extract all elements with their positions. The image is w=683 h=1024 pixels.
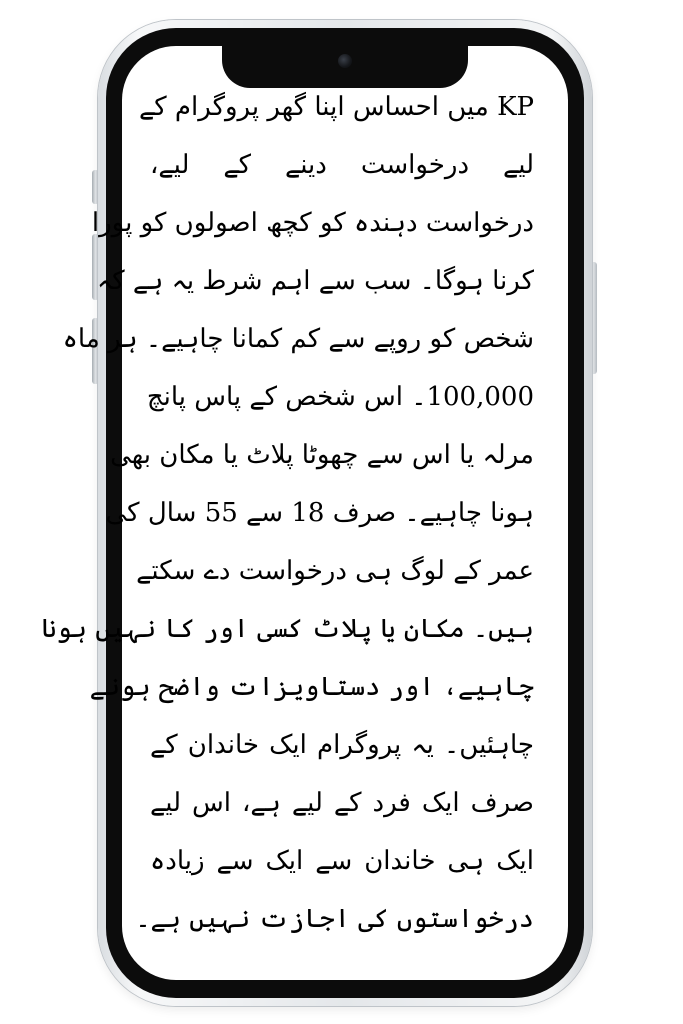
article-line: ایک ہی خاندان سے ایک سے زیادہ: [150, 846, 534, 876]
article-line: 100,000۔ اس شخص کے پاس پانچ: [146, 382, 534, 412]
article-line: مرلہ یا اس سے چھوٹا پلاٹ یا مکان بھی: [110, 440, 534, 470]
article-line: صرف ایک فرد کے لیے ہے، اس لیے: [150, 788, 534, 818]
article-line: درخواست دہندہ کو کچھ اصولوں کو پورا: [91, 208, 534, 238]
article-line: درخواستوں کی اجازت نہیں ہے۔: [135, 904, 534, 934]
article-line: ہونا چاہیے۔ صرف 18 سے 55 سال کی: [105, 498, 534, 528]
article-line: شخص کو روپے سے کم کمانا چاہیے۔ ہر ماہ: [62, 324, 534, 354]
camera-icon: [338, 54, 352, 68]
article-text: [41, 78, 534, 948]
article-line: عمر کے لوگ ہی درخواست دے سکتے: [136, 556, 534, 586]
article-line: چاہیے، اور دستاویزات واضح ہونے: [89, 672, 534, 702]
article-line: لیے درخواست دینے کے لیے،: [150, 150, 534, 180]
notch: [222, 44, 468, 88]
article-line: ہیں۔ مکان یا پلاٹ کسی اور کا نہیں ہونا: [41, 614, 534, 644]
article-line: کرنا ہوگا۔ سب سے اہم شرط یہ ہے کہ: [96, 266, 534, 296]
article-line: چاہئیں۔ یہ پروگرام ایک خاندان کے: [150, 730, 534, 760]
article-line: KP میں احساس اپنا گھر پروگرام کے: [139, 92, 534, 122]
